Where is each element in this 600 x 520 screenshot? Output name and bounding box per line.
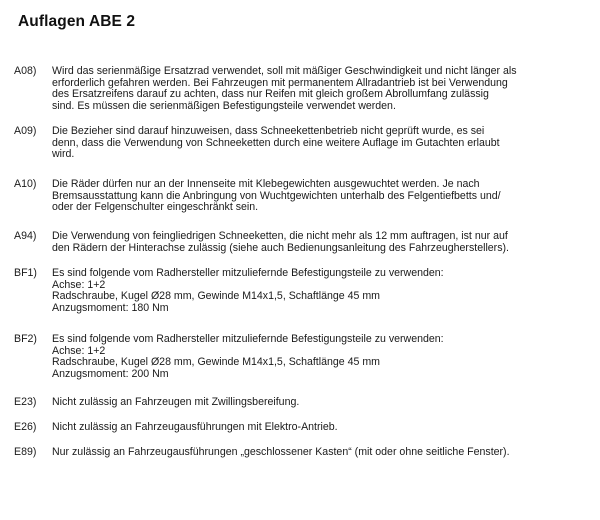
text-line: erforderlich gefahren werden. Bei Fahrzeugen mit permanentem Allradantrieb ist bei Verwendung xyxy=(52,76,508,89)
text-line: Die Räder dürfen nur an der Innenseite mit Klebegewichten ausgewuchtet werden. Je nach xyxy=(52,178,480,190)
requirement-code: A10) xyxy=(14,178,37,190)
requirement-text xyxy=(52,126,592,161)
requirement-code: E89) xyxy=(14,446,37,458)
text-line: oder der Felgenschulter eingeschränkt sein. xyxy=(52,201,259,214)
text-line: Radschraube, Kugel Ø28 mm, Gewinde M14x1,5, Schaftlänge 45 mm xyxy=(52,356,380,369)
requirement-text xyxy=(52,66,592,112)
requirement-code: E26) xyxy=(14,421,37,433)
text-line: Anzugsmoment: 200 Nm xyxy=(52,367,169,380)
text-line: den Rädern der Hinterachse zulässig (siehe auch Bedienungsanleitung des Fahrzeugherstellers). xyxy=(52,241,509,254)
text-line: Es sind folgende vom Radhersteller mitzuliefernde Befestigungsteile zu verwenden: xyxy=(52,267,444,279)
requirement-text xyxy=(52,422,592,434)
requirement-code: BF2) xyxy=(14,333,37,345)
text-line: Anzugsmoment: 180 Nm xyxy=(52,301,169,314)
text-line: Nicht zulässig an Fahrzeugausführungen mit Elektro-Antrieb. xyxy=(52,421,338,433)
text-line: Nicht zulässig an Fahrzeugen mit Zwillingsbereifung. xyxy=(52,396,300,408)
text-line: sind. Es müssen die serienmäßigen Befestigungsteile verwendet werden. xyxy=(52,99,396,112)
requirement-code: E23) xyxy=(14,396,37,408)
text-line: Bremsausstattung kann die Anbringung von Wuchtgewichten unterhalb des Felgentiefbetts und/ xyxy=(52,189,501,202)
requirement-text xyxy=(52,179,592,214)
text-line: Achse: 1+2 xyxy=(52,278,106,291)
requirement-code: BF1) xyxy=(14,267,37,279)
text-line: Es sind folgende vom Radhersteller mitzuliefernde Befestigungsteile zu verwenden: xyxy=(52,333,444,345)
requirement-text xyxy=(52,397,592,409)
text-line: Radschraube, Kugel Ø28 mm, Gewinde M14x1,5, Schaftlänge 45 mm xyxy=(52,290,380,303)
requirement-text xyxy=(52,268,592,314)
text-line: Wird das serienmäßige Ersatzrad verwendet, soll mit mäßiger Geschwindigkeit und nicht länger als xyxy=(52,65,517,77)
requirement-text xyxy=(52,334,592,380)
text-line: denn, dass die Verwendung von Schneeketten durch eine weitere Auflage im Gutachten erlaubt xyxy=(52,136,500,149)
text-line: Die Verwendung von feingliedrigen Schneeketten, die nicht mehr als 12 mm auftragen, ist nur auf xyxy=(52,230,508,242)
requirement-code: A09) xyxy=(14,125,37,137)
requirement-code: A08) xyxy=(14,65,37,77)
requirement-code: A94) xyxy=(14,230,37,242)
text-line: des Ersatzreifens darauf zu achten, dass nur Reifen mit gleich großem Abrollumfang zulässig xyxy=(52,88,489,101)
text-line: Achse: 1+2 xyxy=(52,344,106,357)
text-line: Die Bezieher sind darauf hinzuweisen, dass Schneekettenbetrieb nicht geprüft wurde, es sei xyxy=(52,125,485,137)
text-line: Nur zulässig an Fahrzeugausführungen „geschlossener Kasten“ (mit oder ohne seitliche Fenster). xyxy=(52,446,510,458)
page-title: Auflagen ABE 2 xyxy=(18,13,136,30)
requirement-text xyxy=(52,447,592,459)
text-line: wird. xyxy=(52,148,75,161)
requirement-text xyxy=(52,231,592,254)
